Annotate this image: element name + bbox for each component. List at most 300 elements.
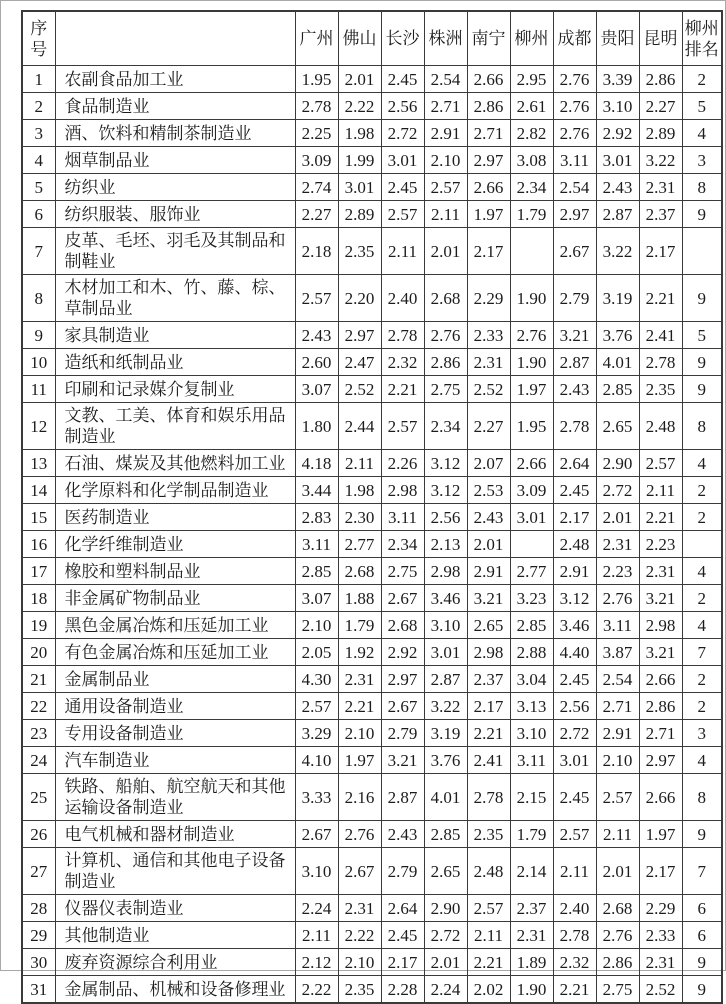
industry-cell: 纺织服装、服饰业 (55, 201, 295, 228)
value-cell: 2.43 (295, 322, 338, 349)
value-cell: 2.31 (338, 666, 381, 693)
table-body (22, 66, 722, 1004)
value-cell: 2.35 (338, 976, 381, 1004)
row-index-cell: 24 (22, 747, 55, 774)
value-cell: 3.76 (424, 747, 467, 774)
value-cell: 2.18 (295, 228, 338, 275)
value-cell: 2.17 (639, 228, 682, 275)
value-cell: 3.12 (424, 477, 467, 504)
value-cell: 3.19 (596, 275, 639, 322)
value-cell: 2.76 (553, 93, 596, 120)
row-index-cell: 15 (22, 504, 55, 531)
value-cell: 2.54 (424, 66, 467, 93)
value-cell: 2.67 (338, 848, 381, 895)
row-index-cell: 6 (22, 201, 55, 228)
value-cell: 1.97 (467, 201, 510, 228)
value-cell: 2.53 (467, 477, 510, 504)
value-cell: 3.44 (295, 477, 338, 504)
header-industry (55, 11, 295, 66)
value-cell: 3.23 (510, 585, 553, 612)
value-cell: 2.10 (338, 720, 381, 747)
table-row (22, 147, 722, 174)
value-cell: 2.48 (553, 531, 596, 558)
value-cell: 3.11 (510, 747, 553, 774)
row-index-cell: 13 (22, 450, 55, 477)
value-cell: 2.40 (553, 895, 596, 922)
value-cell: 2.76 (510, 322, 553, 349)
value-cell: 2.17 (639, 848, 682, 895)
industry-cell: 化学原料和化学制品制造业 (55, 477, 295, 504)
value-cell: 2.33 (639, 922, 682, 949)
value-cell: 2.86 (596, 949, 639, 976)
value-cell: 2.98 (381, 477, 424, 504)
row-index-cell: 9 (22, 322, 55, 349)
value-cell: 2.86 (639, 66, 682, 93)
value-cell: 2.66 (467, 66, 510, 93)
value-cell: 2.78 (295, 93, 338, 120)
value-cell: 2.71 (596, 693, 639, 720)
value-cell: 2.57 (295, 275, 338, 322)
value-cell: 1.79 (338, 612, 381, 639)
industry-cell: 铁路、船舶、航空航天和其他运输设备制造业 (55, 774, 295, 821)
value-cell: 4.30 (295, 666, 338, 693)
rank-cell: 6 (682, 895, 722, 922)
value-cell: 1.79 (510, 821, 553, 848)
industry-cell: 文教、工美、体育和娱乐用品制造业 (55, 403, 295, 450)
value-cell: 2.66 (467, 174, 510, 201)
industry-cell: 木材加工和木、竹、藤、棕、草制品业 (55, 275, 295, 322)
value-cell: 2.14 (510, 848, 553, 895)
value-cell: 2.72 (381, 120, 424, 147)
value-cell: 3.87 (596, 639, 639, 666)
value-cell: 2.79 (553, 275, 596, 322)
value-cell: 2.45 (553, 477, 596, 504)
rank-cell: 8 (682, 403, 722, 450)
rank-cell: 4 (682, 450, 722, 477)
header-liuzhou-rank: 柳州排名 (682, 11, 722, 66)
value-cell: 2.79 (381, 848, 424, 895)
value-cell: 3.21 (467, 585, 510, 612)
value-cell: 2.20 (338, 275, 381, 322)
value-cell: 3.04 (510, 666, 553, 693)
value-cell: 2.11 (553, 848, 596, 895)
table-row (22, 201, 722, 228)
value-cell: 2.10 (338, 949, 381, 976)
value-cell: 2.17 (381, 949, 424, 976)
value-cell: 2.86 (467, 93, 510, 120)
rank-cell: 8 (682, 174, 722, 201)
value-cell: 2.97 (467, 147, 510, 174)
value-cell: 2.64 (381, 895, 424, 922)
value-cell: 2.23 (639, 531, 682, 558)
row-index-cell: 19 (22, 612, 55, 639)
value-cell: 2.12 (295, 949, 338, 976)
value-cell: 2.31 (467, 349, 510, 376)
value-cell: 1.98 (338, 120, 381, 147)
header-city-kunming: 昆明 (639, 11, 682, 66)
value-cell: 2.45 (553, 666, 596, 693)
value-cell: 2.76 (553, 120, 596, 147)
value-cell (510, 228, 553, 275)
value-cell: 2.34 (381, 531, 424, 558)
value-cell: 2.32 (381, 349, 424, 376)
value-cell: 2.17 (553, 504, 596, 531)
value-cell: 2.97 (338, 322, 381, 349)
value-cell: 1.90 (510, 976, 553, 1004)
value-cell: 3.10 (295, 848, 338, 895)
value-cell: 2.87 (381, 774, 424, 821)
value-cell: 2.10 (596, 747, 639, 774)
value-cell: 2.32 (553, 949, 596, 976)
value-cell: 2.31 (639, 174, 682, 201)
value-cell: 1.79 (510, 201, 553, 228)
rank-cell: 2 (682, 585, 722, 612)
value-cell: 2.78 (467, 774, 510, 821)
value-cell: 2.11 (295, 922, 338, 949)
value-cell: 2.34 (424, 403, 467, 450)
value-cell: 2.76 (424, 322, 467, 349)
industry-cell: 通用设备制造业 (55, 693, 295, 720)
industry-cell: 非金属矿物制品业 (55, 585, 295, 612)
row-index-cell: 3 (22, 120, 55, 147)
value-cell: 2.65 (596, 403, 639, 450)
row-index-cell: 5 (22, 174, 55, 201)
value-cell: 2.40 (381, 275, 424, 322)
value-cell: 2.88 (510, 639, 553, 666)
table-row (22, 322, 722, 349)
value-cell: 1.97 (510, 376, 553, 403)
value-cell: 2.01 (596, 848, 639, 895)
industry-cell: 皮革、毛坯、羽毛及其制品和制鞋业 (55, 228, 295, 275)
rank-cell: 4 (682, 747, 722, 774)
rank-cell: 9 (682, 201, 722, 228)
value-cell: 2.72 (553, 720, 596, 747)
header-row (22, 11, 722, 66)
table-row (22, 585, 722, 612)
industry-cell: 橡胶和塑料制品业 (55, 558, 295, 585)
industry-cell: 其他制造业 (55, 922, 295, 949)
value-cell: 2.31 (510, 922, 553, 949)
value-cell: 2.35 (639, 376, 682, 403)
value-cell: 3.01 (381, 147, 424, 174)
row-index-cell: 27 (22, 848, 55, 895)
value-cell: 1.92 (338, 639, 381, 666)
value-cell: 3.33 (295, 774, 338, 821)
rank-cell: 9 (682, 275, 722, 322)
value-cell: 2.77 (510, 558, 553, 585)
value-cell: 2.75 (381, 558, 424, 585)
value-cell: 2.90 (424, 895, 467, 922)
value-cell: 3.12 (553, 585, 596, 612)
table-row (22, 747, 722, 774)
value-cell: 3.22 (424, 693, 467, 720)
table-row (22, 848, 722, 895)
rank-cell: 2 (682, 477, 722, 504)
rank-cell: 3 (682, 720, 722, 747)
value-cell: 2.66 (510, 450, 553, 477)
value-cell: 2.11 (467, 922, 510, 949)
value-cell: 2.25 (295, 120, 338, 147)
value-cell: 2.91 (596, 720, 639, 747)
value-cell: 2.07 (467, 450, 510, 477)
row-index-cell: 7 (22, 228, 55, 275)
rank-cell: 9 (682, 976, 722, 1004)
industry-cell: 农副食品加工业 (55, 66, 295, 93)
value-cell: 2.97 (381, 666, 424, 693)
value-cell: 2.45 (381, 922, 424, 949)
value-cell: 4.10 (295, 747, 338, 774)
value-cell: 2.41 (639, 322, 682, 349)
rank-cell: 9 (682, 821, 722, 848)
value-cell: 2.30 (338, 504, 381, 531)
value-cell: 2.24 (424, 976, 467, 1004)
value-cell: 2.31 (639, 949, 682, 976)
value-cell: 2.68 (338, 558, 381, 585)
value-cell: 2.91 (424, 120, 467, 147)
value-cell: 2.76 (553, 66, 596, 93)
value-cell: 2.89 (338, 201, 381, 228)
table-row (22, 376, 722, 403)
value-cell: 2.89 (639, 120, 682, 147)
value-cell: 2.37 (467, 666, 510, 693)
rank-cell: 4 (682, 612, 722, 639)
value-cell: 2.87 (424, 666, 467, 693)
table-row (22, 922, 722, 949)
value-cell: 2.97 (553, 201, 596, 228)
value-cell: 2.34 (510, 174, 553, 201)
row-index-cell: 17 (22, 558, 55, 585)
industry-cell: 化学纤维制造业 (55, 531, 295, 558)
value-cell: 2.98 (467, 639, 510, 666)
value-cell: 2.78 (639, 349, 682, 376)
rank-cell (682, 228, 722, 275)
value-cell: 2.24 (295, 895, 338, 922)
value-cell: 2.22 (295, 976, 338, 1004)
value-cell: 2.21 (467, 720, 510, 747)
value-cell: 3.01 (596, 147, 639, 174)
value-cell: 2.45 (553, 774, 596, 821)
value-cell: 1.95 (295, 66, 338, 93)
value-cell: 2.85 (510, 612, 553, 639)
value-cell: 2.98 (424, 558, 467, 585)
value-cell: 4.40 (553, 639, 596, 666)
value-cell: 2.76 (596, 585, 639, 612)
row-index-cell: 30 (22, 949, 55, 976)
value-cell: 2.68 (424, 275, 467, 322)
rank-cell: 9 (682, 349, 722, 376)
value-cell: 1.97 (639, 821, 682, 848)
value-cell: 2.54 (553, 174, 596, 201)
industry-cell: 仪器仪表制造业 (55, 895, 295, 922)
row-index-cell: 14 (22, 477, 55, 504)
value-cell: 2.85 (596, 376, 639, 403)
value-cell: 2.29 (467, 275, 510, 322)
value-cell: 2.17 (467, 228, 510, 275)
value-cell: 3.46 (424, 585, 467, 612)
value-cell: 2.66 (639, 774, 682, 821)
value-cell: 2.91 (467, 558, 510, 585)
row-index-cell: 31 (22, 976, 55, 1004)
value-cell: 2.54 (596, 666, 639, 693)
value-cell: 2.16 (338, 774, 381, 821)
rank-cell: 4 (682, 558, 722, 585)
value-cell: 1.95 (510, 403, 553, 450)
industry-cell: 废弃资源综合利用业 (55, 949, 295, 976)
value-cell: 3.22 (639, 147, 682, 174)
rank-cell: 9 (682, 376, 722, 403)
table-row (22, 349, 722, 376)
value-cell: 2.60 (295, 349, 338, 376)
value-cell: 3.07 (295, 376, 338, 403)
value-cell: 2.31 (639, 558, 682, 585)
industry-cell: 计算机、通信和其他电子设备制造业 (55, 848, 295, 895)
table-row (22, 666, 722, 693)
value-cell: 2.67 (553, 228, 596, 275)
value-cell: 3.01 (510, 504, 553, 531)
value-cell: 2.57 (553, 821, 596, 848)
table-row (22, 612, 722, 639)
value-cell: 4.18 (295, 450, 338, 477)
value-cell: 2.79 (381, 720, 424, 747)
value-cell: 4.01 (596, 349, 639, 376)
value-cell: 3.10 (596, 93, 639, 120)
rank-cell (682, 531, 722, 558)
rank-cell: 9 (682, 949, 722, 976)
industry-cell: 电气机械和器材制造业 (55, 821, 295, 848)
value-cell: 2.21 (553, 976, 596, 1004)
header-city-chengdu: 成都 (553, 11, 596, 66)
table-row (22, 693, 722, 720)
value-cell: 2.43 (381, 821, 424, 848)
table-row (22, 558, 722, 585)
value-cell: 3.21 (639, 585, 682, 612)
value-cell: 2.10 (424, 147, 467, 174)
industry-cell: 家具制造业 (55, 322, 295, 349)
value-cell: 2.57 (295, 693, 338, 720)
value-cell: 2.61 (510, 93, 553, 120)
value-cell: 2.57 (424, 174, 467, 201)
value-cell: 2.52 (338, 376, 381, 403)
value-cell: 2.28 (381, 976, 424, 1004)
value-cell: 2.15 (510, 774, 553, 821)
industry-cell: 纺织业 (55, 174, 295, 201)
value-cell: 2.21 (639, 504, 682, 531)
value-cell: 2.76 (596, 922, 639, 949)
rank-cell: 2 (682, 66, 722, 93)
value-cell: 2.10 (295, 612, 338, 639)
table-row (22, 774, 722, 821)
industry-cell: 医药制造业 (55, 504, 295, 531)
value-cell: 2.91 (553, 558, 596, 585)
value-cell: 2.78 (381, 322, 424, 349)
table-row (22, 228, 722, 275)
value-cell: 2.86 (639, 693, 682, 720)
value-cell: 2.37 (639, 201, 682, 228)
value-cell: 2.56 (553, 693, 596, 720)
value-cell: 2.71 (467, 120, 510, 147)
value-cell: 3.08 (510, 147, 553, 174)
row-index-cell: 11 (22, 376, 55, 403)
value-cell: 2.27 (639, 93, 682, 120)
table-row (22, 895, 722, 922)
value-cell: 2.68 (381, 612, 424, 639)
value-cell: 3.22 (596, 228, 639, 275)
value-cell: 2.95 (510, 66, 553, 93)
value-cell: 1.99 (338, 147, 381, 174)
table-row (22, 93, 722, 120)
value-cell: 2.43 (596, 174, 639, 201)
value-cell: 2.76 (338, 821, 381, 848)
table-header (22, 11, 722, 66)
value-cell: 2.26 (381, 450, 424, 477)
rank-cell: 2 (682, 666, 722, 693)
value-cell: 1.90 (510, 275, 553, 322)
value-cell: 3.11 (295, 531, 338, 558)
row-index-cell: 1 (22, 66, 55, 93)
industry-cell: 汽车制造业 (55, 747, 295, 774)
rank-cell: 7 (682, 848, 722, 895)
value-cell: 3.10 (510, 720, 553, 747)
value-cell: 3.09 (295, 147, 338, 174)
value-cell: 2.01 (338, 66, 381, 93)
value-cell: 3.11 (596, 612, 639, 639)
industry-location-quotient-table (21, 10, 723, 1004)
value-cell: 2.43 (467, 504, 510, 531)
value-cell: 2.57 (467, 895, 510, 922)
value-cell: 2.67 (295, 821, 338, 848)
value-cell: 2.21 (381, 376, 424, 403)
row-index-cell: 20 (22, 639, 55, 666)
industry-cell: 酒、饮料和精制茶制造业 (55, 120, 295, 147)
table-row (22, 174, 722, 201)
value-cell: 3.29 (295, 720, 338, 747)
table-row (22, 477, 722, 504)
value-cell: 2.78 (553, 403, 596, 450)
industry-cell: 专用设备制造业 (55, 720, 295, 747)
value-cell: 2.02 (467, 976, 510, 1004)
value-cell: 2.72 (596, 477, 639, 504)
value-cell: 2.11 (381, 228, 424, 275)
value-cell: 1.88 (338, 585, 381, 612)
industry-cell: 印刷和记录媒介复制业 (55, 376, 295, 403)
value-cell: 1.98 (338, 477, 381, 504)
value-cell: 1.97 (338, 747, 381, 774)
industry-cell: 金属制品、机械和设备修理业 (55, 976, 295, 1004)
row-index-cell: 12 (22, 403, 55, 450)
header-city-guangzhou: 广州 (295, 11, 338, 66)
header-city-zhuzhou: 株洲 (424, 11, 467, 66)
value-cell: 3.13 (510, 693, 553, 720)
value-cell: 2.65 (467, 612, 510, 639)
table-row (22, 639, 722, 666)
value-cell: 2.21 (639, 275, 682, 322)
industry-cell: 食品制造业 (55, 93, 295, 120)
value-cell: 2.67 (381, 693, 424, 720)
value-cell: 4.01 (424, 774, 467, 821)
table-row (22, 720, 722, 747)
value-cell: 2.45 (381, 66, 424, 93)
value-cell: 2.22 (338, 93, 381, 120)
table-row (22, 504, 722, 531)
value-cell: 2.52 (467, 376, 510, 403)
table-row (22, 976, 722, 1004)
row-index-cell: 16 (22, 531, 55, 558)
row-index-cell: 8 (22, 275, 55, 322)
row-index-cell: 21 (22, 666, 55, 693)
value-cell: 2.01 (424, 228, 467, 275)
value-cell: 1.89 (510, 949, 553, 976)
value-cell: 2.57 (596, 774, 639, 821)
